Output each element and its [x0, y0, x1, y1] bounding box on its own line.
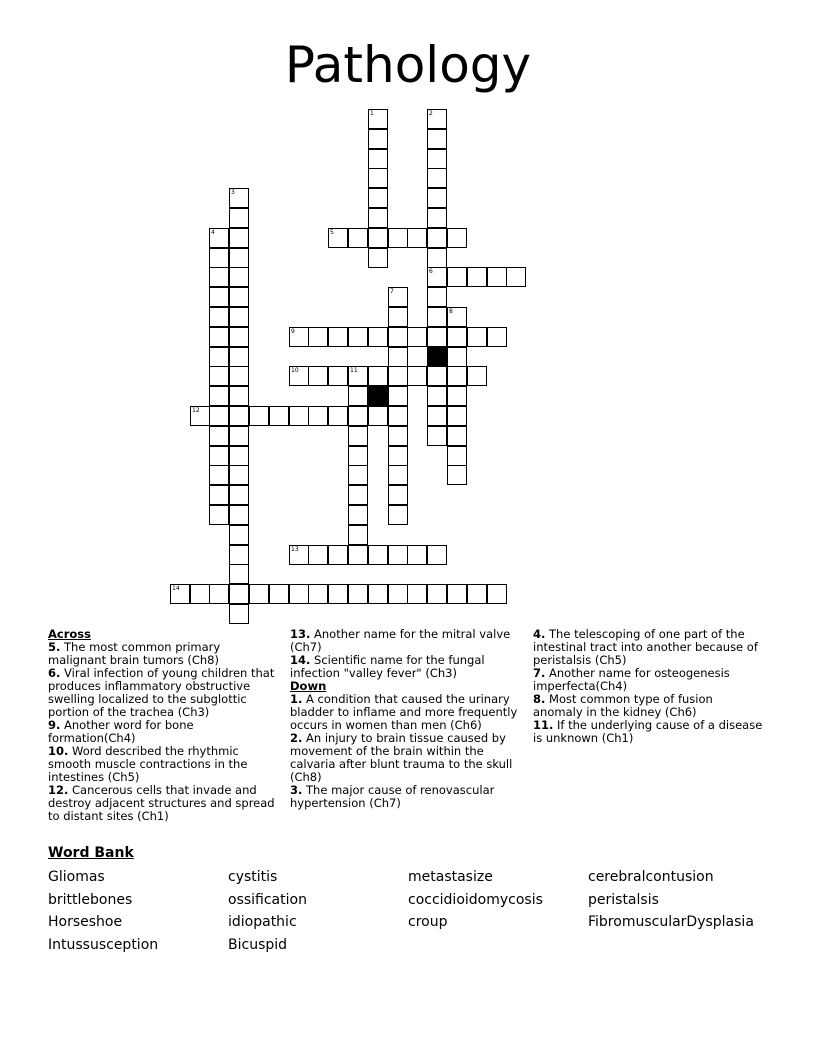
grid-cell[interactable]	[289, 545, 309, 565]
grid-cell[interactable]	[368, 366, 388, 386]
across-heading: Across	[48, 627, 91, 641]
grid-cell[interactable]	[427, 168, 447, 188]
clue-number: 5	[330, 229, 334, 236]
clue	[290, 784, 522, 810]
clue-number: 7.	[533, 666, 546, 680]
word-bank-item: peristalsis	[588, 891, 659, 908]
grid-cell[interactable]	[388, 584, 408, 604]
grid-cell[interactable]	[249, 406, 269, 426]
clues-column-2	[290, 628, 522, 810]
grid-cell[interactable]	[388, 545, 408, 565]
grid-cell[interactable]	[368, 129, 388, 149]
clue-number: 14.	[290, 653, 311, 667]
grid-cell[interactable]	[348, 485, 368, 505]
grid-cell[interactable]	[308, 545, 328, 565]
grid-cell[interactable]	[229, 386, 249, 406]
clue-number: 13	[291, 546, 299, 553]
grid-cell[interactable]	[328, 327, 348, 347]
grid-cell[interactable]	[229, 347, 249, 367]
grid-cell[interactable]	[427, 267, 447, 287]
clue-text: A condition that caused the urinary bladder to inflame and more frequently occurs in women than men (Ch6)	[290, 692, 518, 732]
grid-cell[interactable]	[229, 188, 249, 208]
grid-cell[interactable]	[209, 465, 229, 485]
grid-cell[interactable]	[368, 545, 388, 565]
clue-number: 10.	[48, 744, 69, 758]
grid-cell[interactable]	[229, 327, 249, 347]
clue-number: 13.	[290, 627, 311, 641]
grid-cell[interactable]	[427, 149, 447, 169]
word-bank-item: Intussusception	[48, 936, 159, 953]
grid-cell[interactable]	[348, 366, 368, 386]
clue-text: The major cause of renovascular hypertension (Ch7)	[290, 783, 495, 810]
grid-cell[interactable]	[209, 327, 229, 347]
clue-number: 4.	[533, 627, 546, 641]
clue-number: 11.	[533, 718, 554, 732]
grid-cell[interactable]	[467, 327, 487, 347]
grid-cell[interactable]	[427, 426, 447, 446]
grid-cell[interactable]	[348, 525, 368, 545]
clue-number: 7	[390, 288, 394, 295]
grid-cell[interactable]	[388, 228, 408, 248]
grid-cell[interactable]	[427, 584, 447, 604]
clue	[48, 641, 280, 667]
grid-cell[interactable]	[368, 109, 388, 129]
grid-cell[interactable]	[269, 406, 289, 426]
grid-cell[interactable]	[328, 545, 348, 565]
grid-cell[interactable]	[388, 386, 408, 406]
grid-cell[interactable]	[348, 228, 368, 248]
grid-cell[interactable]	[388, 446, 408, 466]
grid-cell[interactable]	[368, 327, 388, 347]
word-bank-item: croup	[408, 914, 448, 930]
grid-cell[interactable]	[209, 228, 229, 248]
grid-cell[interactable]	[388, 465, 408, 485]
grid-block	[427, 347, 447, 367]
grid-cell[interactable]	[407, 366, 427, 386]
grid-cell[interactable]	[427, 129, 447, 149]
clue-number: 3.	[290, 783, 303, 797]
grid-cell[interactable]	[427, 287, 447, 307]
grid-cell[interactable]	[368, 248, 388, 268]
grid-cell[interactable]	[506, 267, 526, 287]
word-bank-item: idiopathic	[228, 914, 297, 930]
grid-cell[interactable]	[447, 386, 467, 406]
word-bank-heading: Word Bank	[48, 845, 134, 861]
grid-cell[interactable]	[229, 228, 249, 248]
clue-text: An injury to brain tissue caused by movement of the brain within the calvaria after blunt trauma to the skull (Ch8)	[290, 731, 513, 784]
clues-column-3	[533, 628, 765, 745]
clue	[48, 719, 280, 745]
clue-text: Scientific name for the fungal infection "valley fever" (Ch3)	[290, 653, 485, 680]
grid-cell[interactable]	[348, 545, 368, 565]
clue-number: 3	[231, 189, 235, 196]
grid-cell[interactable]	[229, 366, 249, 386]
grid-cell[interactable]	[388, 287, 408, 307]
grid-cell[interactable]	[388, 307, 408, 327]
clue	[290, 628, 522, 654]
grid-cell[interactable]	[229, 446, 249, 466]
clue-text: Most common type of fusion anomaly in the kidney (Ch6)	[533, 692, 713, 719]
grid-cell[interactable]	[467, 267, 487, 287]
word-bank-item: FibromuscularDysplasia	[588, 914, 754, 930]
grid-cell[interactable]	[190, 406, 210, 426]
grid-cell[interactable]	[368, 168, 388, 188]
grid-cell[interactable]	[467, 366, 487, 386]
grid-cell[interactable]	[368, 406, 388, 426]
grid-cell[interactable]	[368, 208, 388, 228]
grid-cell[interactable]	[447, 366, 467, 386]
clue-number: 6	[429, 268, 433, 275]
grid-cell[interactable]	[229, 426, 249, 446]
grid-cell[interactable]	[427, 208, 447, 228]
clue	[48, 667, 280, 719]
grid-cell[interactable]	[447, 327, 467, 347]
grid-cell[interactable]	[289, 584, 309, 604]
page-title: Pathology	[284, 36, 532, 94]
grid-cell[interactable]	[229, 248, 249, 268]
grid-cell[interactable]	[229, 208, 249, 228]
clue-number: 8.	[533, 692, 546, 706]
grid-cell[interactable]	[388, 327, 408, 347]
grid-cell[interactable]	[407, 327, 427, 347]
grid-cell[interactable]	[328, 228, 348, 248]
grid-cell[interactable]	[229, 564, 249, 584]
grid-cell[interactable]	[348, 465, 368, 485]
grid-cell[interactable]	[190, 584, 210, 604]
grid-cell[interactable]	[229, 545, 249, 565]
grid-cell[interactable]	[487, 267, 507, 287]
grid-cell[interactable]	[308, 406, 328, 426]
grid-cell[interactable]	[209, 366, 229, 386]
grid-cell[interactable]	[447, 347, 467, 367]
word-bank-item: coccidioidomycosis	[408, 891, 543, 908]
clue-number: 12.	[48, 783, 69, 797]
grid-cell[interactable]	[388, 505, 408, 525]
grid-cell[interactable]	[328, 366, 348, 386]
clue	[533, 693, 765, 719]
grid-cell[interactable]	[308, 584, 328, 604]
clue-text: If the underlying cause of a disease is unknown (Ch1)	[533, 718, 763, 745]
clue-text: Another name for the mitral valve (Ch7)	[290, 627, 511, 654]
grid-cell[interactable]	[427, 386, 447, 406]
grid-cell[interactable]	[388, 347, 408, 367]
clue	[533, 667, 765, 693]
grid-cell[interactable]	[209, 307, 229, 327]
clues-column-1	[48, 628, 280, 823]
grid-cell[interactable]	[427, 188, 447, 208]
grid-cell[interactable]	[487, 327, 507, 347]
grid-cell[interactable]	[348, 327, 368, 347]
down-heading: Down	[290, 679, 327, 693]
word-bank-item: cystitis	[228, 869, 278, 885]
grid-cell[interactable]	[229, 485, 249, 505]
grid-cell[interactable]	[209, 426, 229, 446]
grid-cell[interactable]	[229, 525, 249, 545]
grid-cell[interactable]	[209, 505, 229, 525]
grid-cell[interactable]	[229, 267, 249, 287]
grid-cell[interactable]	[467, 584, 487, 604]
grid-cell[interactable]	[209, 386, 229, 406]
clue-number: 6.	[48, 666, 61, 680]
grid-cell[interactable]	[348, 426, 368, 446]
grid-cell[interactable]	[209, 248, 229, 268]
grid-cell[interactable]	[368, 188, 388, 208]
clue	[48, 745, 280, 784]
grid-cell[interactable]	[487, 584, 507, 604]
grid-cell[interactable]	[447, 465, 467, 485]
clue-number: 9	[291, 328, 295, 335]
clue-text: Another word for bone formation(Ch4)	[48, 718, 194, 745]
grid-cell[interactable]	[348, 406, 368, 426]
clue-number: 14	[172, 585, 180, 592]
clue	[290, 693, 522, 732]
clue-number: 2	[429, 110, 433, 117]
grid-cell[interactable]	[269, 584, 289, 604]
clue	[533, 628, 765, 667]
clue-text: Another name for osteogenesis imperfecta(Ch4)	[533, 666, 730, 693]
clue-number: 9.	[48, 718, 61, 732]
grid-cell[interactable]	[388, 426, 408, 446]
word-bank-item: brittlebones	[48, 891, 133, 908]
clue-number: 8	[449, 308, 453, 315]
grid-cell[interactable]	[368, 228, 388, 248]
grid-cell[interactable]	[388, 406, 408, 426]
grid-cell[interactable]	[368, 584, 388, 604]
grid-cell[interactable]	[388, 366, 408, 386]
grid-cell[interactable]	[348, 584, 368, 604]
grid-cell[interactable]	[209, 584, 229, 604]
grid-cell[interactable]	[229, 287, 249, 307]
word-bank-item: Bicuspid	[228, 936, 288, 953]
grid-cell[interactable]	[427, 327, 447, 347]
grid-cell[interactable]	[209, 347, 229, 367]
grid-cell[interactable]	[229, 307, 249, 327]
clue-number: 5.	[48, 640, 61, 654]
grid-cell[interactable]	[427, 406, 447, 426]
grid-cell[interactable]	[427, 109, 447, 129]
grid-cell[interactable]	[229, 604, 249, 624]
grid-cell[interactable]	[209, 267, 229, 287]
clue-text: Word described the rhythmic smooth muscle contractions in the intestines (Ch5)	[48, 744, 248, 784]
grid-cell[interactable]	[447, 406, 467, 426]
clue-number: 11	[350, 367, 358, 374]
grid-cell[interactable]	[447, 307, 467, 327]
word-bank-item: Horseshoe	[48, 914, 123, 930]
grid-cell[interactable]	[447, 228, 467, 248]
clue-text: The telescoping of one part of the intestinal tract into another because of peristalsis (Ch5)	[533, 627, 758, 667]
grid-cell[interactable]	[368, 149, 388, 169]
grid-cell[interactable]	[447, 426, 467, 446]
grid-cell[interactable]	[447, 584, 467, 604]
grid-cell[interactable]	[229, 505, 249, 525]
grid-cell[interactable]	[209, 406, 229, 426]
clue-text: Viral infection of young children that produces inflammatory obstructive swelling localized to the subglottic portion of the trachea (Ch3)	[48, 666, 275, 719]
grid-cell[interactable]	[427, 228, 447, 248]
clue	[48, 784, 280, 823]
grid-cell[interactable]	[447, 267, 467, 287]
clue-number: 1	[370, 110, 374, 117]
grid-cell[interactable]	[348, 505, 368, 525]
clue	[290, 654, 522, 680]
grid-cell[interactable]	[388, 485, 408, 505]
word-bank-item: ossification	[228, 891, 307, 908]
grid-cell[interactable]	[348, 446, 368, 466]
grid-cell[interactable]	[289, 366, 309, 386]
grid-cell[interactable]	[407, 545, 427, 565]
grid-cell[interactable]	[289, 327, 309, 347]
word-bank-item: Gliomas	[48, 869, 105, 885]
grid-cell[interactable]	[348, 386, 368, 406]
clue-number: 12	[192, 407, 200, 414]
grid-cell[interactable]	[427, 366, 447, 386]
grid-cell[interactable]	[209, 287, 229, 307]
grid-cell[interactable]	[427, 248, 447, 268]
clue-number: 2.	[290, 731, 303, 745]
grid-cell[interactable]	[209, 485, 229, 505]
clue-number: 4	[211, 229, 215, 236]
clue-number: 10	[291, 367, 299, 374]
grid-cell[interactable]	[308, 327, 328, 347]
grid-cell[interactable]	[407, 584, 427, 604]
clue	[533, 719, 765, 745]
word-bank-item: metastasize	[408, 869, 493, 885]
grid-cell[interactable]	[249, 584, 269, 604]
grid-cell[interactable]	[308, 366, 328, 386]
grid-cell[interactable]	[328, 584, 348, 604]
grid-cell[interactable]	[289, 406, 309, 426]
grid-cell[interactable]	[229, 406, 249, 426]
clue-number: 1.	[290, 692, 303, 706]
grid-cell[interactable]	[427, 307, 447, 327]
clue-text: The most common primary malignant brain tumors (Ch8)	[48, 640, 221, 667]
word-bank-item: cerebralcontusion	[588, 869, 714, 885]
grid-cell[interactable]	[447, 446, 467, 466]
grid-cell[interactable]	[229, 465, 249, 485]
grid-cell[interactable]	[209, 446, 229, 466]
grid-cell[interactable]	[328, 406, 348, 426]
grid-block	[368, 386, 388, 406]
grid-cell[interactable]	[407, 228, 427, 248]
grid-cell[interactable]	[427, 545, 447, 565]
clue	[290, 732, 522, 784]
grid-cell[interactable]	[229, 584, 249, 604]
clue-text: Cancerous cells that invade and destroy adjacent structures and spread to distant sites (Ch1)	[48, 783, 275, 823]
grid-cell[interactable]	[170, 584, 190, 604]
